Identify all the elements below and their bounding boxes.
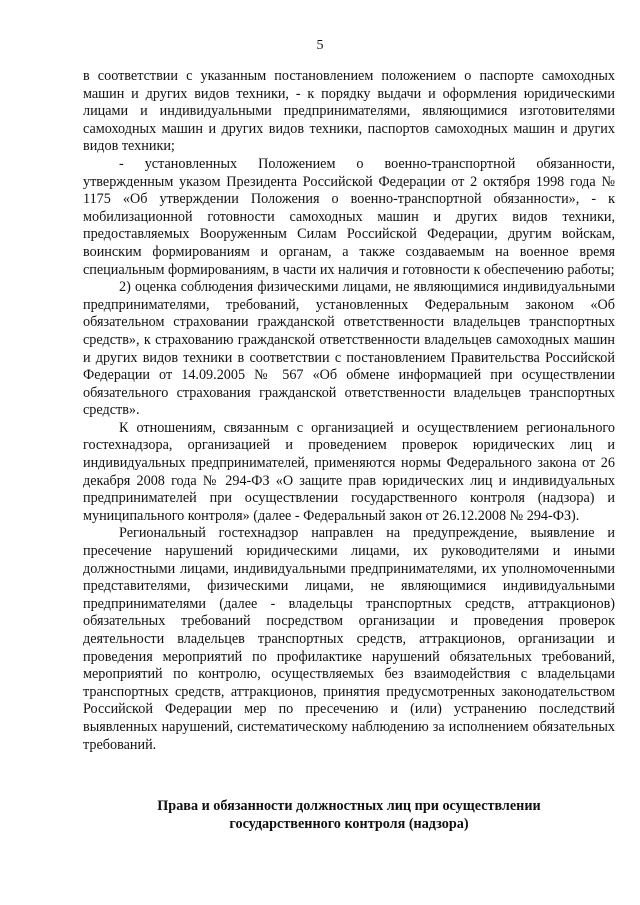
paragraph: Региональный гостехнадзор направлен на предупреждение, выявление и пресечение нарушений юридическими лицами, их руководителями и иными должностными лицами, индивидуальными предпринимателями, их уполномоченными представителями, физическими лицами, не являющимися индивидуальными предпринимателями (далее - владельцы транспортных средств, аттракционов) обязательных требований посредством организации и проведения проверок деятельности владельцев транспортных средств, аттракционов, организации и проведения мероприятий по профилактике нарушений обязательных требований, мероприятий по контролю, осуществляемых без взаимодействия с владельцами транспортных средств, аттракционов, принятия предусмотренных законодательством Российской Федерации мер по пресечению и (или) устранению последствий выявленных нарушений, систематическому наблюдению за исполнением обязательных требований.	[83, 525, 615, 753]
paragraph: К отношениям, связанным с организацией и осуществлением регионального гостехнадзора, организацией и проведением проверок юридических лиц и индивидуальных предпринимателей, применяются нормы Федерального закона от 26 декабря 2008 года № 294-ФЗ «О защите прав юридических лиц и индивидуальных предпринимателей при осуществлении государственного контроля (надзора) и муниципального контроля» (далее - Федеральный закон от 26.12.2008 № 294-ФЗ).	[83, 419, 615, 524]
paragraph: 2) оценка соблюдения физическими лицами, не являющимися индивидуальными предпринимателями, требований, установленных Федеральным законом «Об обязательном страховании гражданской ответственности владельцев транспортных средств», к страхованию гражданской ответственности владельцев самоходных машин и других видов техники в соответствии с постановлением Правительства Российской Федерации от 14.09.2005 № 567 «Об обмене информацией при осуществлении обязательного страхования гражданской ответственности владельцев транспортных средств».	[83, 279, 615, 419]
section-heading-line: Права и обязанности должностных лиц при осуществлении	[157, 798, 541, 814]
paragraph: - установленных Положением о военно-транспортной обязанности, утвержденным указом Президента Российской Федерации от 2 октября 1998 года № 1175 «Об утверждении Положения о военно-транспортной обязанности», - к мобилизационной готовности самоходных машин и других видов техники, предоставляемых Вооруженным Силам Российской Федерации, другим войскам, воинским формированиям и органам, а также создаваемым на военное время специальным формированиям, в части их наличия и готовности к обеспечению работы;	[83, 155, 615, 278]
section-heading	[83, 798, 615, 833]
section-heading-line: государственного контроля (надзора)	[229, 815, 469, 832]
page-number: 5	[316, 38, 324, 53]
paragraph: в соответствии с указанным постановлением положением о паспорте самоходных машин и других видов техники, - к порядку выдачи и оформления юридическими лицами и индивидуальными предпринимателями, являющимися изготовителями самоходных машин и других видов техники, паспортов самоходных машин и других видов техники;	[83, 68, 615, 155]
body-text	[83, 68, 615, 754]
